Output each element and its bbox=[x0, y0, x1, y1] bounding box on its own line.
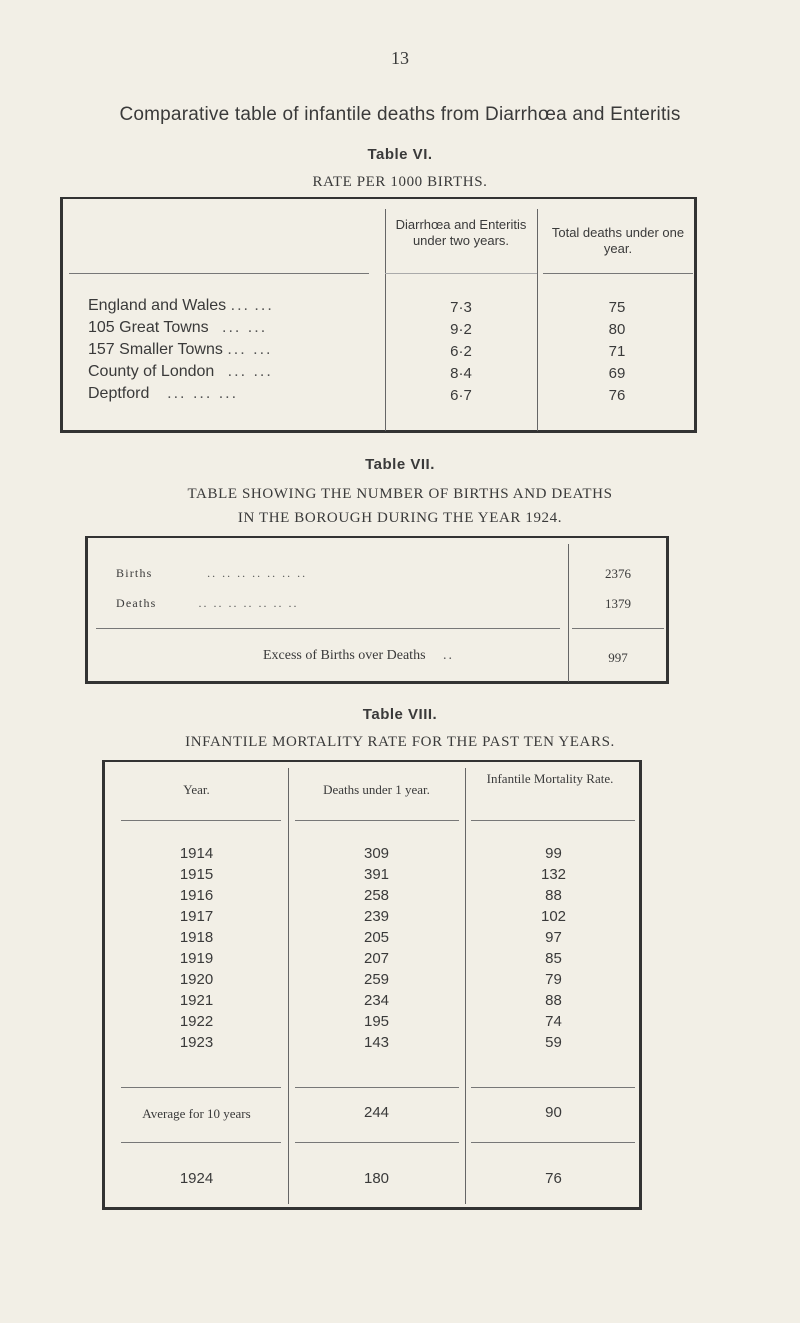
page-number: 13 bbox=[391, 48, 409, 68]
rate-cell: 97 bbox=[545, 929, 562, 946]
table7 bbox=[85, 536, 669, 684]
rate-cell: 85 bbox=[545, 950, 562, 967]
leader-dots: ... bbox=[254, 297, 274, 314]
year-cell: 1921 bbox=[179, 992, 214, 1009]
table6-subtitle: RATE PER 1000 BIRTHS. bbox=[312, 174, 488, 190]
table8-header-rate: Infantile Mortality Rate. bbox=[486, 771, 614, 786]
deaths-cell: 195 bbox=[363, 1013, 390, 1030]
row-label: Deaths bbox=[116, 596, 157, 610]
row-label: 157 Smaller Towns bbox=[88, 341, 223, 358]
leader-dots: ... ... ... bbox=[167, 385, 239, 402]
rate-value: 6·7 bbox=[450, 387, 472, 404]
current-deaths: 180 bbox=[363, 1170, 390, 1187]
year-cell: 1915 bbox=[179, 866, 214, 883]
table8-title: Table VIII. bbox=[362, 706, 438, 723]
table7-subtitle-line1: TABLE SHOWING THE NUMBER OF BIRTHS AND DEATHS bbox=[187, 486, 613, 502]
rate-cell: 88 bbox=[545, 887, 562, 904]
year-cell: 1914 bbox=[179, 845, 214, 862]
leader-dots: .. .. .. .. .. .. .. bbox=[207, 566, 308, 580]
deaths-cell: 234 bbox=[363, 992, 390, 1009]
row-label: 105 Great Towns bbox=[88, 319, 209, 336]
average-rate: 90 bbox=[545, 1104, 562, 1121]
leader-dots: ... bbox=[230, 297, 250, 314]
deaths-cell: 258 bbox=[363, 887, 390, 904]
leader-dots: ... ... bbox=[227, 341, 273, 358]
table7-subtitle-line2: IN THE BOROUGH DURING THE YEAR 1924. bbox=[237, 510, 563, 526]
table6-col1-header: Diarrhœa and Enteritis under two years. bbox=[395, 217, 527, 248]
table8-subtitle: INFANTILE MORTALITY RATE FOR THE PAST TEN YEARS. bbox=[185, 734, 615, 750]
rate-value: 6·2 bbox=[450, 343, 472, 360]
current-year: 1924 bbox=[179, 1170, 214, 1187]
row-label: England and Wales bbox=[88, 297, 227, 314]
rate-cell: 102 bbox=[540, 908, 567, 925]
row-label: Births bbox=[116, 566, 153, 580]
rate-value: 9·2 bbox=[450, 321, 472, 338]
leader-dots: .. .. .. .. .. .. .. bbox=[198, 596, 299, 610]
rate-cell: 99 bbox=[545, 845, 562, 862]
year-cell: 1919 bbox=[179, 950, 214, 967]
deaths-cell: 309 bbox=[363, 845, 390, 862]
leader-dots: ... ... bbox=[222, 319, 268, 336]
total-value: 80 bbox=[608, 321, 626, 338]
table6-col2-header: Total deaths under one year. bbox=[551, 225, 685, 256]
year-cell: 1923 bbox=[179, 1034, 214, 1051]
table8-header-deaths: Deaths under 1 year. bbox=[323, 782, 430, 797]
deaths-cell: 259 bbox=[363, 971, 390, 988]
rate-value: 7·3 bbox=[450, 299, 472, 316]
rate-cell: 132 bbox=[540, 866, 567, 883]
total-value: 76 bbox=[608, 387, 626, 404]
year-cell: 1916 bbox=[179, 887, 214, 904]
deaths-value: 1379 bbox=[605, 596, 631, 611]
year-cell: 1917 bbox=[179, 908, 214, 925]
deaths-cell: 391 bbox=[363, 866, 390, 883]
rate-cell: 88 bbox=[545, 992, 562, 1009]
deaths-cell: 205 bbox=[363, 929, 390, 946]
page-heading: Comparative table of infantile deaths from Diarrhœa and Enteritis bbox=[119, 104, 681, 125]
row-label: County of London bbox=[88, 363, 215, 380]
rate-cell: 74 bbox=[545, 1013, 562, 1030]
year-cell: 1920 bbox=[179, 971, 214, 988]
row-label: Excess of Births over Deaths bbox=[263, 648, 426, 663]
total-value: 75 bbox=[608, 299, 626, 316]
births-value: 2376 bbox=[605, 566, 631, 581]
average-label: Average for 10 years bbox=[142, 1106, 251, 1121]
deaths-cell: 239 bbox=[363, 908, 390, 925]
deaths-cell: 207 bbox=[363, 950, 390, 967]
table6-title: Table VI. bbox=[367, 146, 433, 163]
row-label: Deptford bbox=[88, 385, 150, 402]
rate-value: 8·4 bbox=[450, 365, 472, 382]
total-value: 71 bbox=[608, 343, 626, 360]
total-value: 69 bbox=[608, 365, 626, 382]
rate-cell: 59 bbox=[545, 1034, 562, 1051]
table7-title: Table VII. bbox=[365, 456, 435, 473]
excess-value: 997 bbox=[608, 650, 628, 665]
rate-cell: 79 bbox=[545, 971, 562, 988]
leader-dots: .. bbox=[443, 648, 455, 663]
year-cell: 1922 bbox=[179, 1013, 214, 1030]
deaths-cell: 143 bbox=[363, 1034, 390, 1051]
table6 bbox=[60, 197, 697, 433]
current-rate: 76 bbox=[545, 1170, 562, 1187]
year-cell: 1918 bbox=[179, 929, 214, 946]
table8 bbox=[102, 760, 642, 1210]
leader-dots: ... ... bbox=[227, 363, 273, 380]
average-deaths: 244 bbox=[363, 1104, 390, 1121]
table8-header-year: Year. bbox=[183, 782, 210, 797]
